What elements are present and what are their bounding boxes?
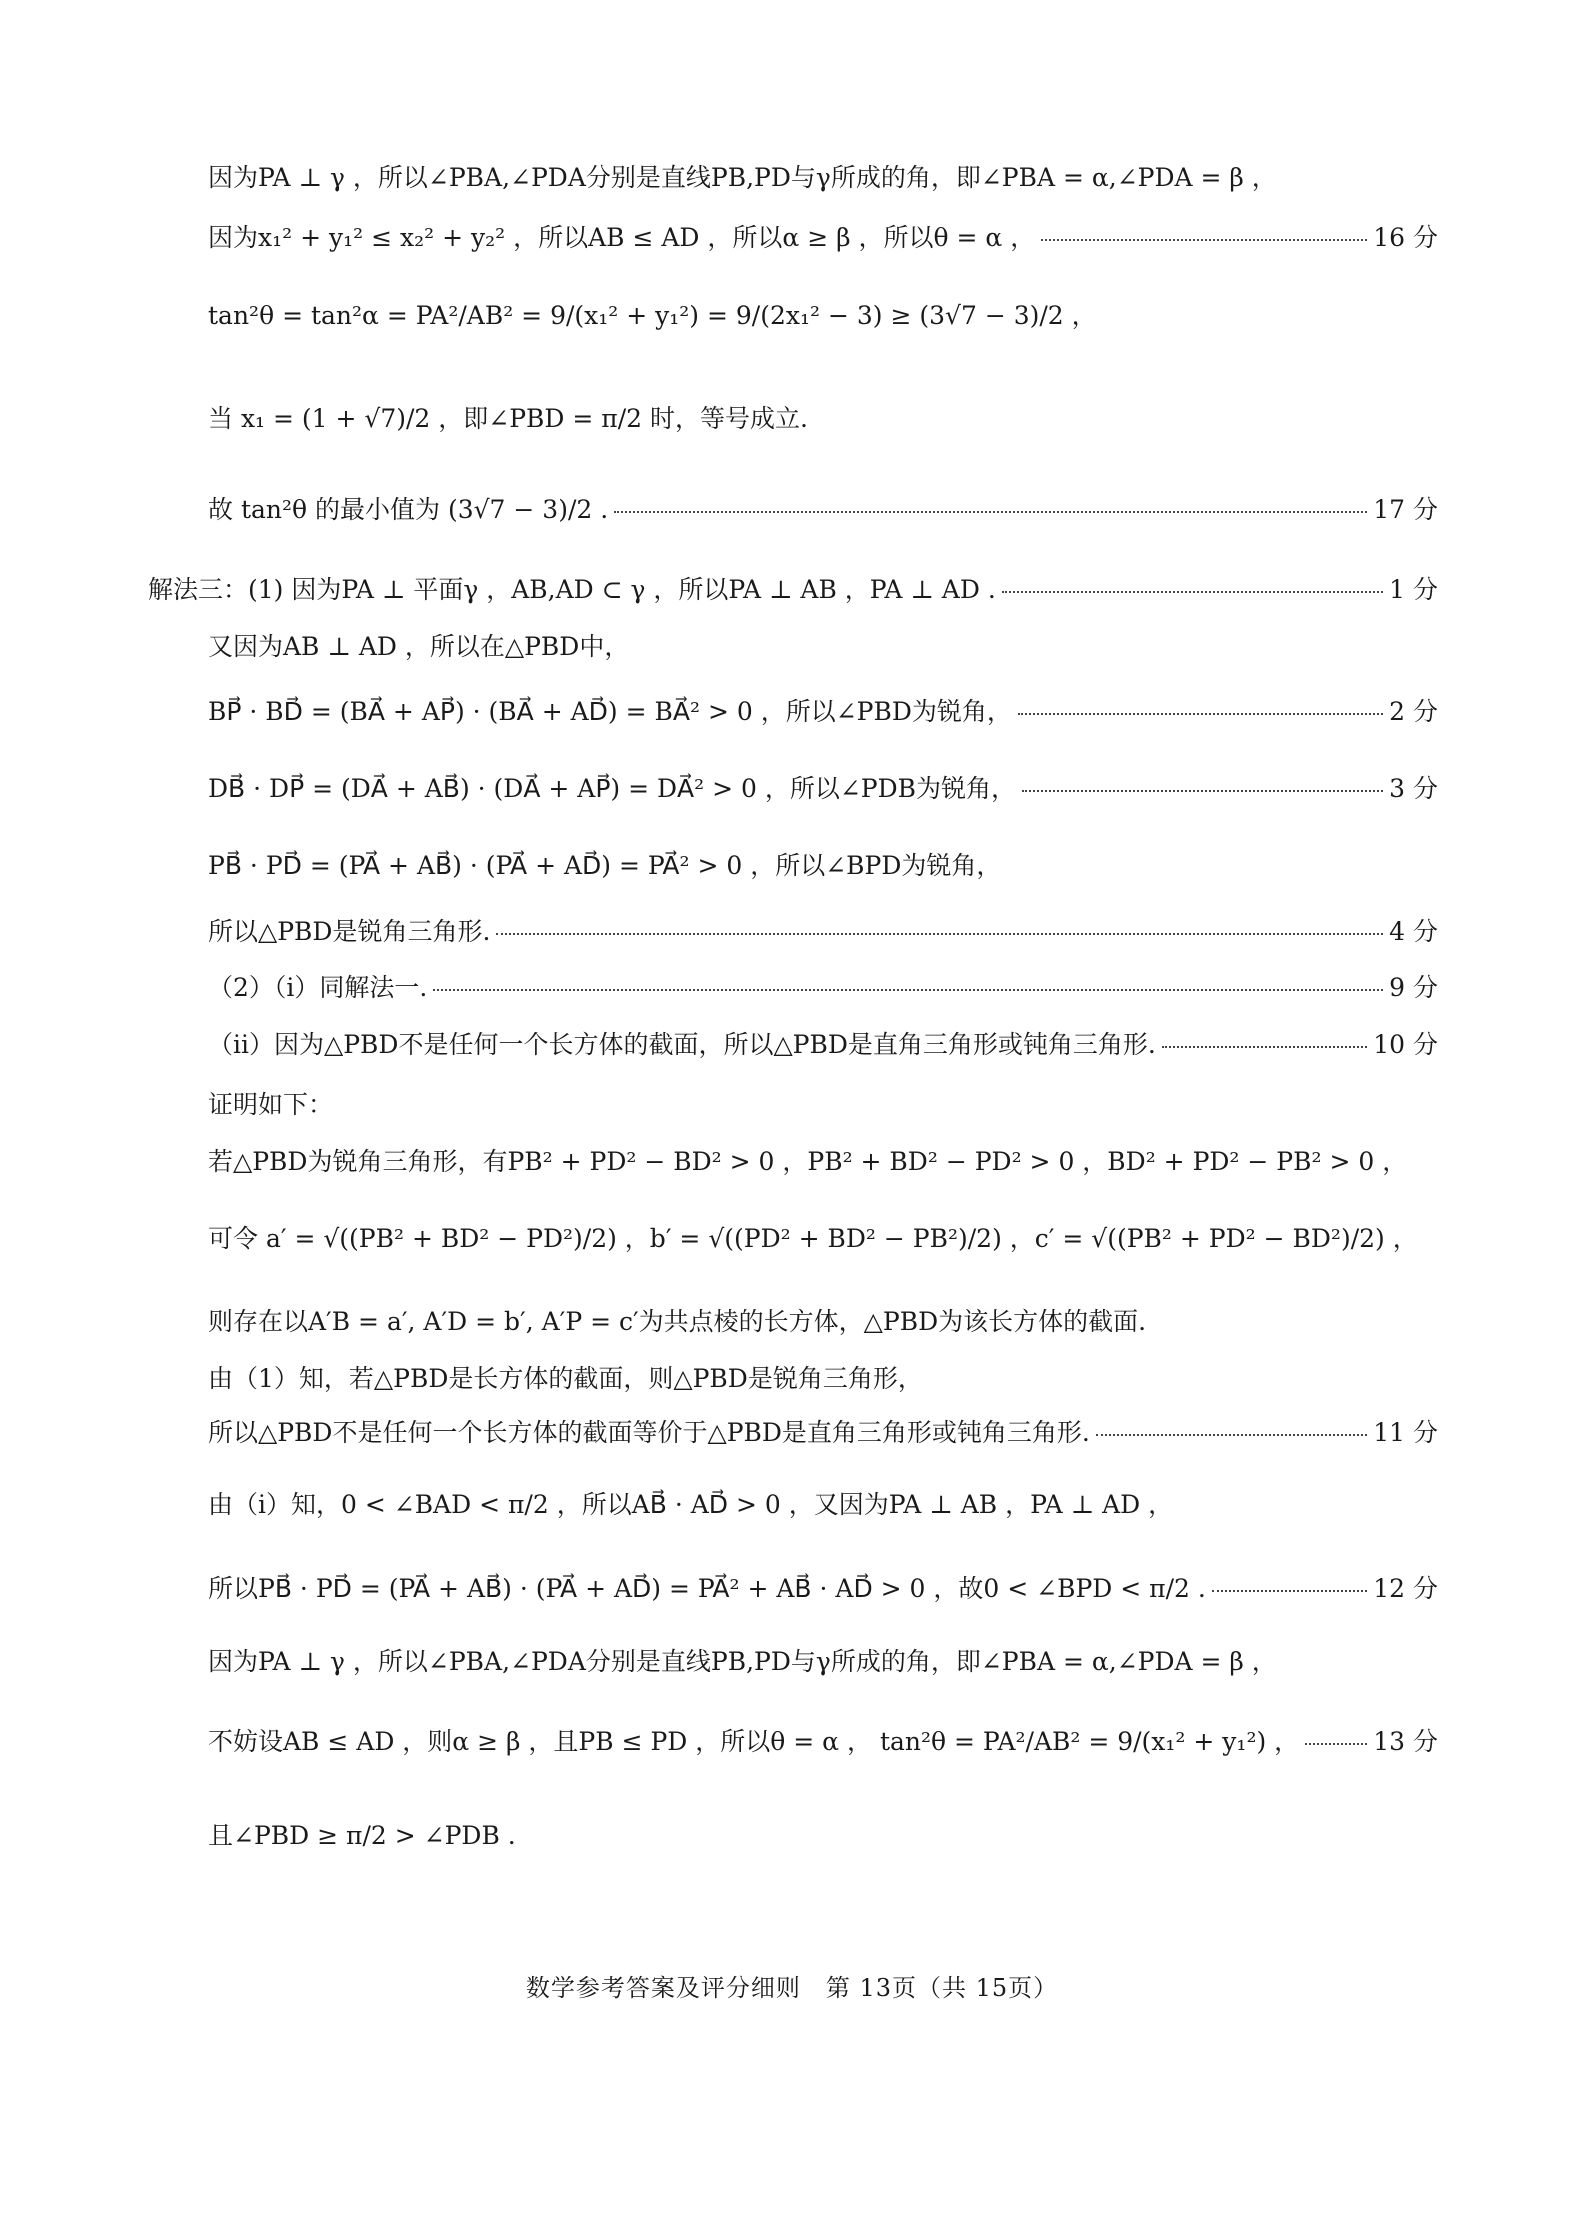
solution-line: [208, 769, 1438, 805]
solution-line: [208, 627, 1438, 663]
page-footer: 数学参考答案及评分细则 第 13页（共 15页）: [525, 1974, 1059, 2002]
score-label: 11 分: [1373, 1418, 1438, 1447]
score-leader-dots: [1212, 1590, 1367, 1592]
solution-line-text: 因为PA ⊥ γ ，所以∠PBA,∠PDA分别是直线PB,PD与γ所成的角，即∠PBA = α,∠PDA = β ，: [208, 163, 1277, 192]
solution-line: [208, 1485, 1438, 1521]
solution-line-text: 因为x₁² + y₁² ≤ x₂² + y₂² ，所以AB ≤ AD ，所以α ≥ β ，所以θ = α ，: [208, 223, 1036, 252]
solution-line-text: PB⃗ · PD⃗ = (PA⃗ + AB⃗) · (PA⃗ + AD⃗) = PA⃗² > 0 ，所以∠BPD为锐角，: [208, 851, 1002, 880]
solution-line: [208, 1359, 1438, 1395]
solution-line-text: 解法三：(1) 因为PA ⊥ 平面γ ，AB,AD ⊂ γ ，所以PA ⊥ AB ，PA ⊥ AD .: [148, 575, 996, 604]
solution-line: [208, 158, 1438, 194]
solution-line: [208, 490, 1438, 526]
score-label: 17 分: [1373, 495, 1438, 524]
score-label: 4 分: [1389, 917, 1438, 946]
solution-line-text: 故 tan²θ 的最小值为 (3√7 − 3)/2 .: [208, 495, 609, 524]
solution-line: [208, 912, 1438, 948]
score-leader-dots: [1022, 790, 1383, 792]
solution-line-text: 可令 a′ = √((PB² + BD² − PD²)/2) ，b′ = √((PD² + BD² − PB²)/2) ，c′ = √((PB² + PD² − BD²)/2) ，: [208, 1224, 1418, 1253]
score-leader-dots: [1096, 1434, 1367, 1436]
solution-line-text: （ii）因为△PBD不是任何一个长方体的截面，所以△PBD是直角三角形或钝角三角形.: [208, 1030, 1156, 1059]
solution-line-text: 又因为AB ⊥ AD ，所以在△PBD中，: [208, 632, 630, 661]
solution-line: [208, 692, 1438, 728]
solution-line-text: 证明如下：: [208, 1090, 334, 1119]
solution-line: [208, 296, 1438, 332]
score-leader-dots: [433, 989, 1383, 991]
score-leader-dots: [1002, 591, 1383, 593]
solution-line-text: 当 x₁ = (1 + √7)/2 ，即∠PBD = π/2 时，等号成立.: [208, 404, 808, 433]
score-leader-dots: [1305, 1743, 1367, 1745]
score-label: 10 分: [1373, 1030, 1438, 1059]
solution-line-text: 且∠PBD ≥ π/2 > ∠PDB .: [208, 1821, 516, 1850]
solution-line: [148, 570, 1438, 606]
solution-line: [208, 1219, 1438, 1255]
solution-line-text: tan²θ = tan²α = PA²/AB² = 9/(x₁² + y₁²) = 9/(2x₁² − 3) ≥ (3√7 − 3)/2 ，: [208, 301, 1097, 330]
solution-line-text: DB⃗ · DP⃗ = (DA⃗ + AB⃗) · (DA⃗ + AP⃗) = DA⃗² > 0 ，所以∠PDB为锐角，: [208, 774, 1017, 803]
score-label: 1 分: [1389, 575, 1438, 604]
solution-line-text: 所以△PBD是锐角三角形.: [208, 917, 491, 946]
score-label: 2 分: [1389, 697, 1438, 726]
solution-line: [208, 399, 1438, 435]
score-leader-dots: [496, 933, 1383, 935]
solution-line: [208, 846, 1438, 882]
solution-line-text: （2）（i）同解法一.: [208, 973, 428, 1002]
score-leader-dots: [1041, 239, 1367, 241]
solution-line-text: 不妨设AB ≤ AD ，则α ≥ β ，且PB ≤ PD ，所以θ = α ， tan²θ = PA²/AB² = 9/(x₁² + y₁²) ，: [208, 1727, 1300, 1756]
solution-line: [208, 1413, 1438, 1449]
solution-line: [208, 1569, 1438, 1605]
solution-line: [208, 1142, 1438, 1178]
solution-line: [208, 1025, 1438, 1061]
solution-line: [208, 218, 1438, 254]
solution-line: [208, 1642, 1438, 1678]
score-leader-dots: [1162, 1046, 1367, 1048]
score-label: 3 分: [1389, 774, 1438, 803]
solution-line: [208, 1085, 1438, 1121]
solution-line: [208, 1722, 1438, 1758]
solution-line-text: BP⃗ · BD⃗ = (BA⃗ + AP⃗) · (BA⃗ + AD⃗) = BA⃗² > 0 ，所以∠PBD为锐角，: [208, 697, 1012, 726]
solution-line-text: 则存在以A′B = a′, A′D = b′, A′P = c′为共点棱的长方体，△PBD为该长方体的截面.: [208, 1307, 1147, 1336]
score-leader-dots: [1018, 713, 1383, 715]
solution-line-text: 由（i）知，0 < ∠BAD < π/2 ，所以AB⃗ · AD⃗ > 0 ，又因为PA ⊥ AB ，PA ⊥ AD ，: [208, 1490, 1174, 1519]
solution-line-text: 若△PBD为锐角三角形，有PB² + PD² − BD² > 0 ，PB² + BD² − PD² > 0 ，BD² + PD² − PB² > 0 ，: [208, 1147, 1408, 1176]
solution-line: [208, 968, 1438, 1004]
solution-line: [208, 1302, 1438, 1338]
score-label: 13 分: [1373, 1727, 1438, 1756]
solution-line: [208, 1816, 1438, 1852]
solution-line-text: 所以△PBD不是任何一个长方体的截面等价于△PBD是直角三角形或钝角三角形.: [208, 1418, 1090, 1447]
score-leader-dots: [614, 511, 1367, 513]
score-label: 12 分: [1373, 1574, 1438, 1603]
solution-line-text: 由（1）知，若△PBD是长方体的截面，则△PBD是锐角三角形，: [208, 1364, 923, 1393]
score-label: 16 分: [1373, 223, 1438, 252]
solution-line-text: 因为PA ⊥ γ ，所以∠PBA,∠PDA分别是直线PB,PD与γ所成的角，即∠PBA = α,∠PDA = β ，: [208, 1647, 1277, 1676]
score-label: 9 分: [1389, 973, 1438, 1002]
solution-line-text: 所以PB⃗ · PD⃗ = (PA⃗ + AB⃗) · (PA⃗ + AD⃗) = PA⃗² + AB⃗ · AD⃗ > 0 ，故0 < ∠BPD < π/2 .: [208, 1574, 1206, 1603]
